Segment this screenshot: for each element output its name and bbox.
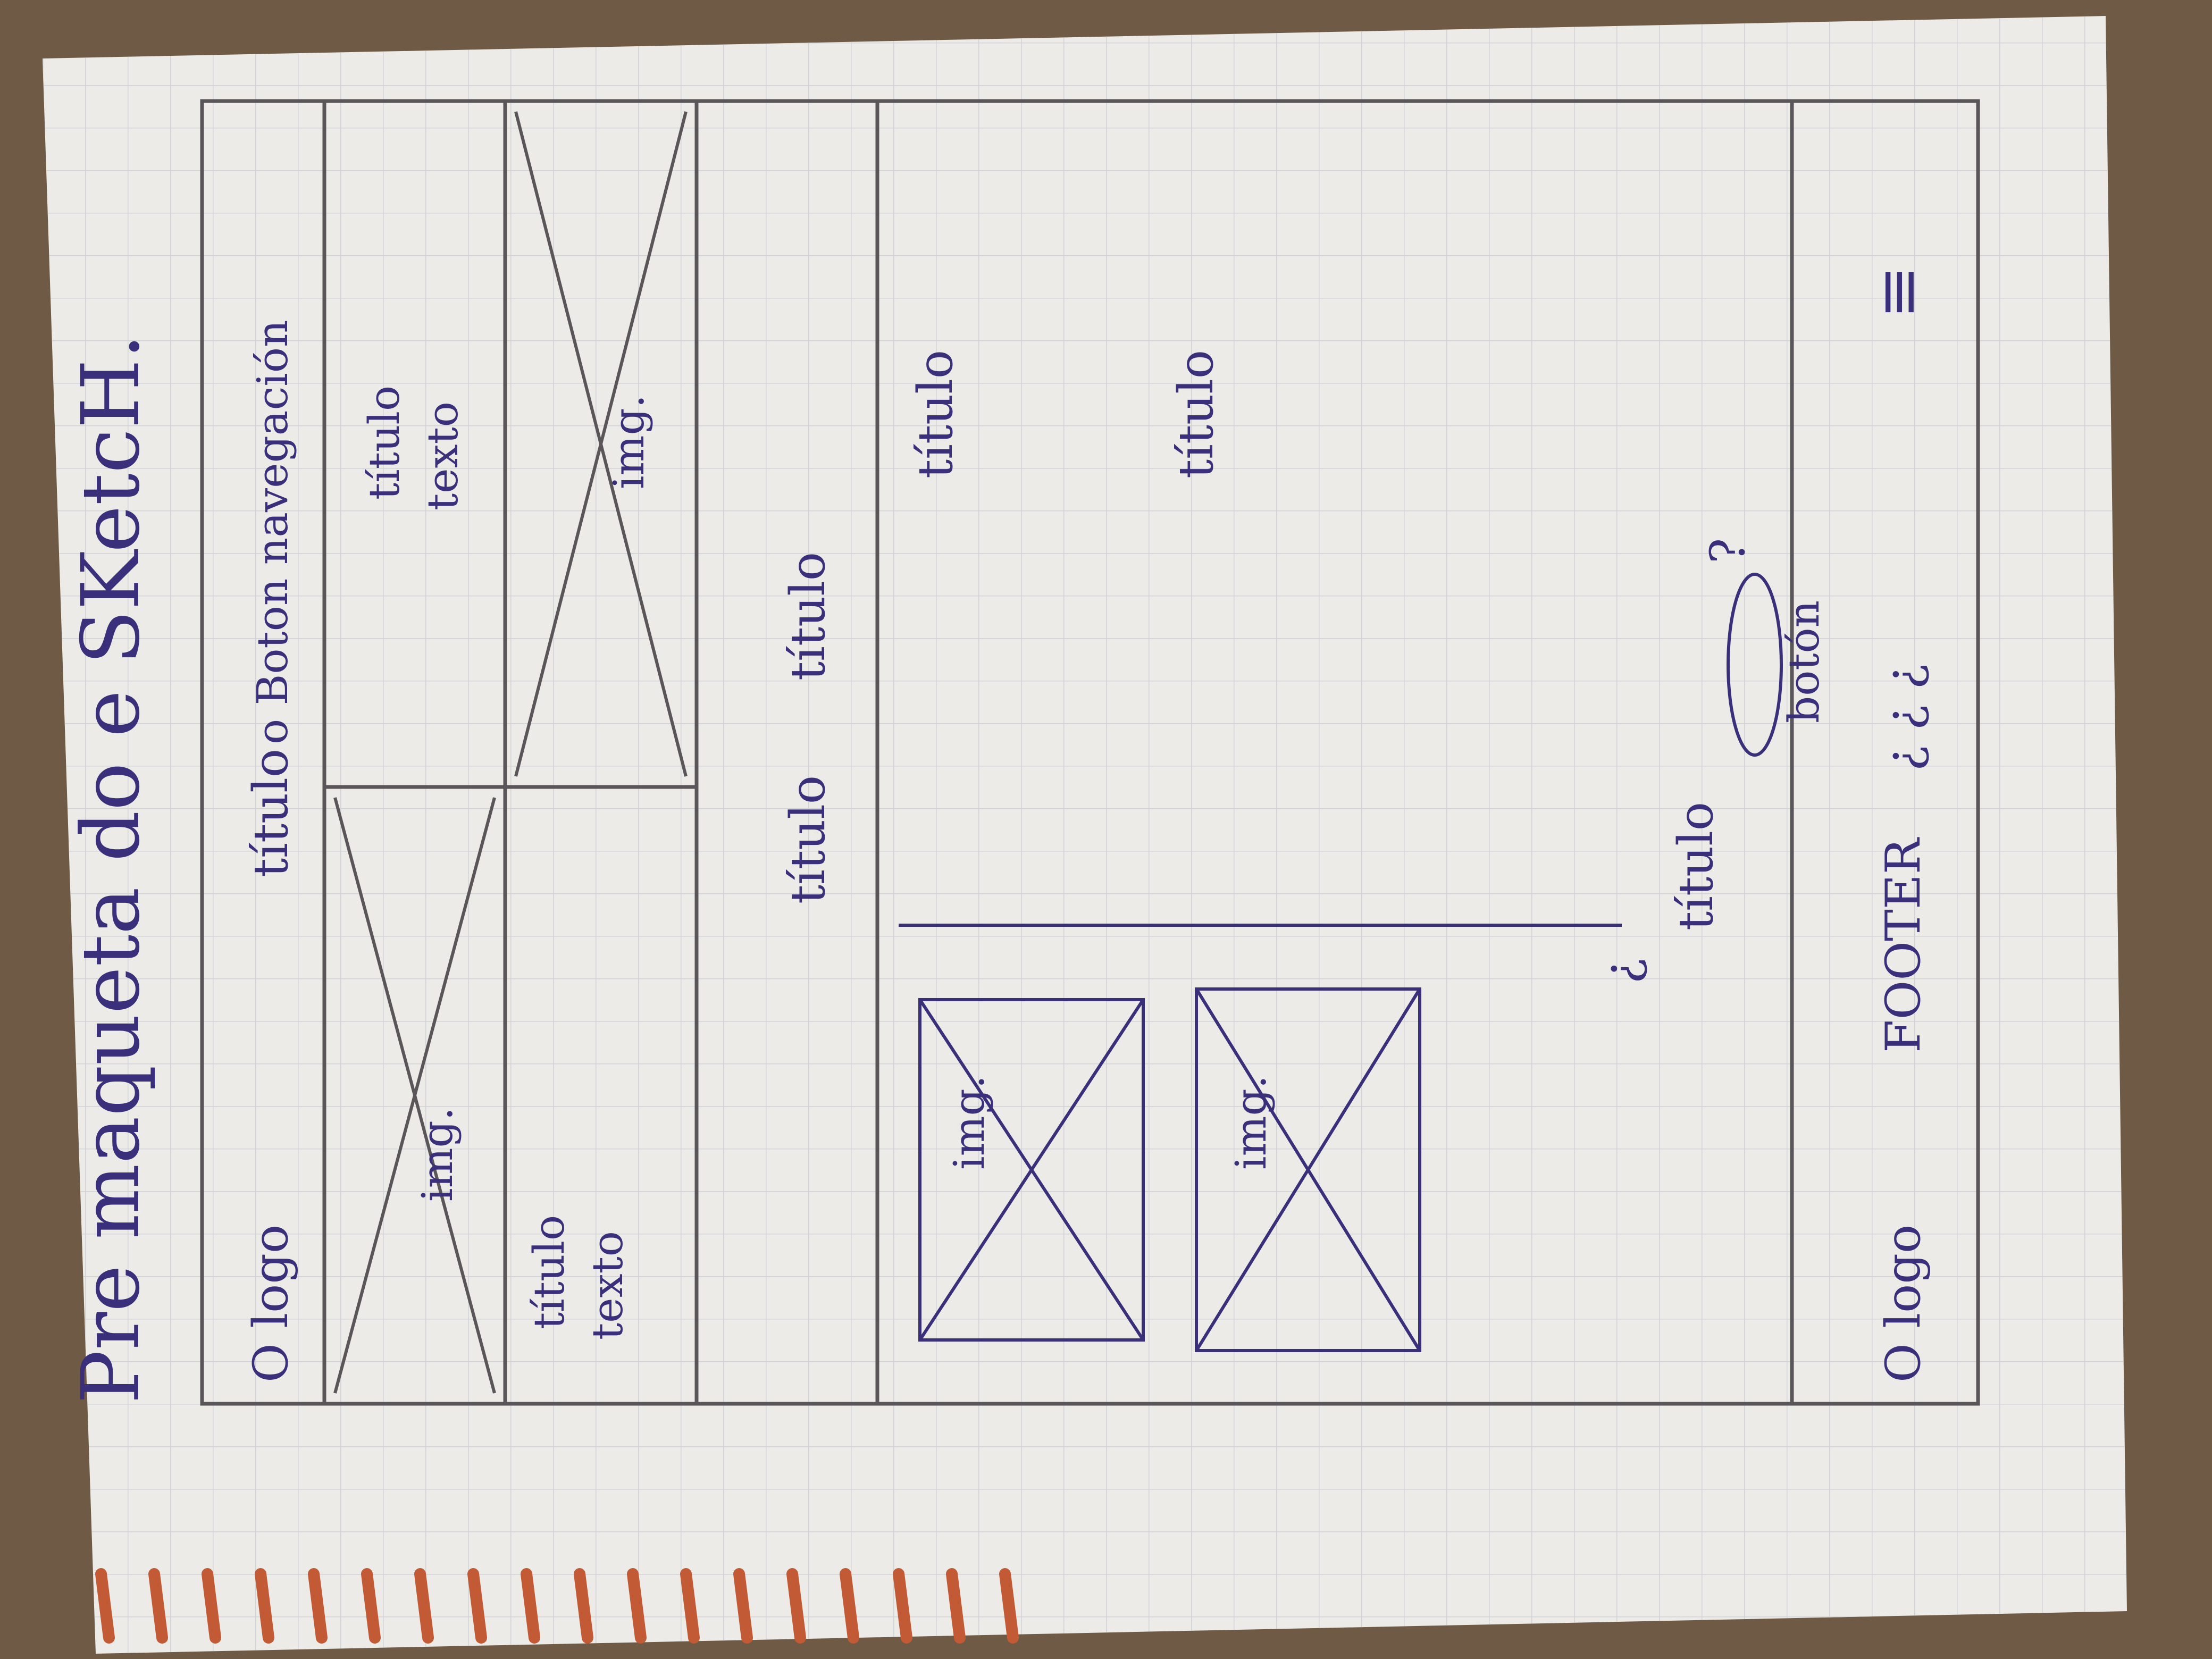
page-heading: Pre maqueta do e SKetcH. [65, 333, 157, 1404]
feature-title-1: título [359, 385, 409, 500]
footer-logo: O logo [1875, 1224, 1931, 1382]
feature-text-1: texto [418, 401, 467, 510]
section-title-right: título [780, 551, 836, 681]
header-title[interactable]: título [243, 748, 299, 877]
footer-icons[interactable]: ¿ ¿ ¿ [1875, 664, 1931, 771]
header-nav-button[interactable]: o Boton navegación [248, 320, 297, 744]
feature-text-2: texto [583, 1231, 632, 1340]
section-image-label-2: img. [1226, 1075, 1276, 1170]
section-image-label-1: img. [944, 1075, 994, 1170]
footer-menu-icon[interactable]: ≡ [1861, 265, 1935, 319]
section-col-title-1: título [908, 349, 963, 479]
section-col-title-2: título [1168, 349, 1224, 479]
footer-label: FOOTER [1875, 838, 1931, 1053]
cta-title: título [1668, 801, 1724, 931]
cta-question-open: ¿ [1594, 958, 1649, 984]
image-label-2: img. [604, 394, 653, 489]
grid-pattern [43, 16, 2127, 1654]
header-logo: O logo [243, 1224, 299, 1382]
cta-button-label[interactable]: botón [1779, 600, 1829, 723]
feature-title-2: título [524, 1214, 574, 1329]
cta-question-close: ? [1700, 538, 1756, 564]
section-title-left: título [780, 775, 836, 904]
image-label-1: img. [413, 1107, 462, 1202]
